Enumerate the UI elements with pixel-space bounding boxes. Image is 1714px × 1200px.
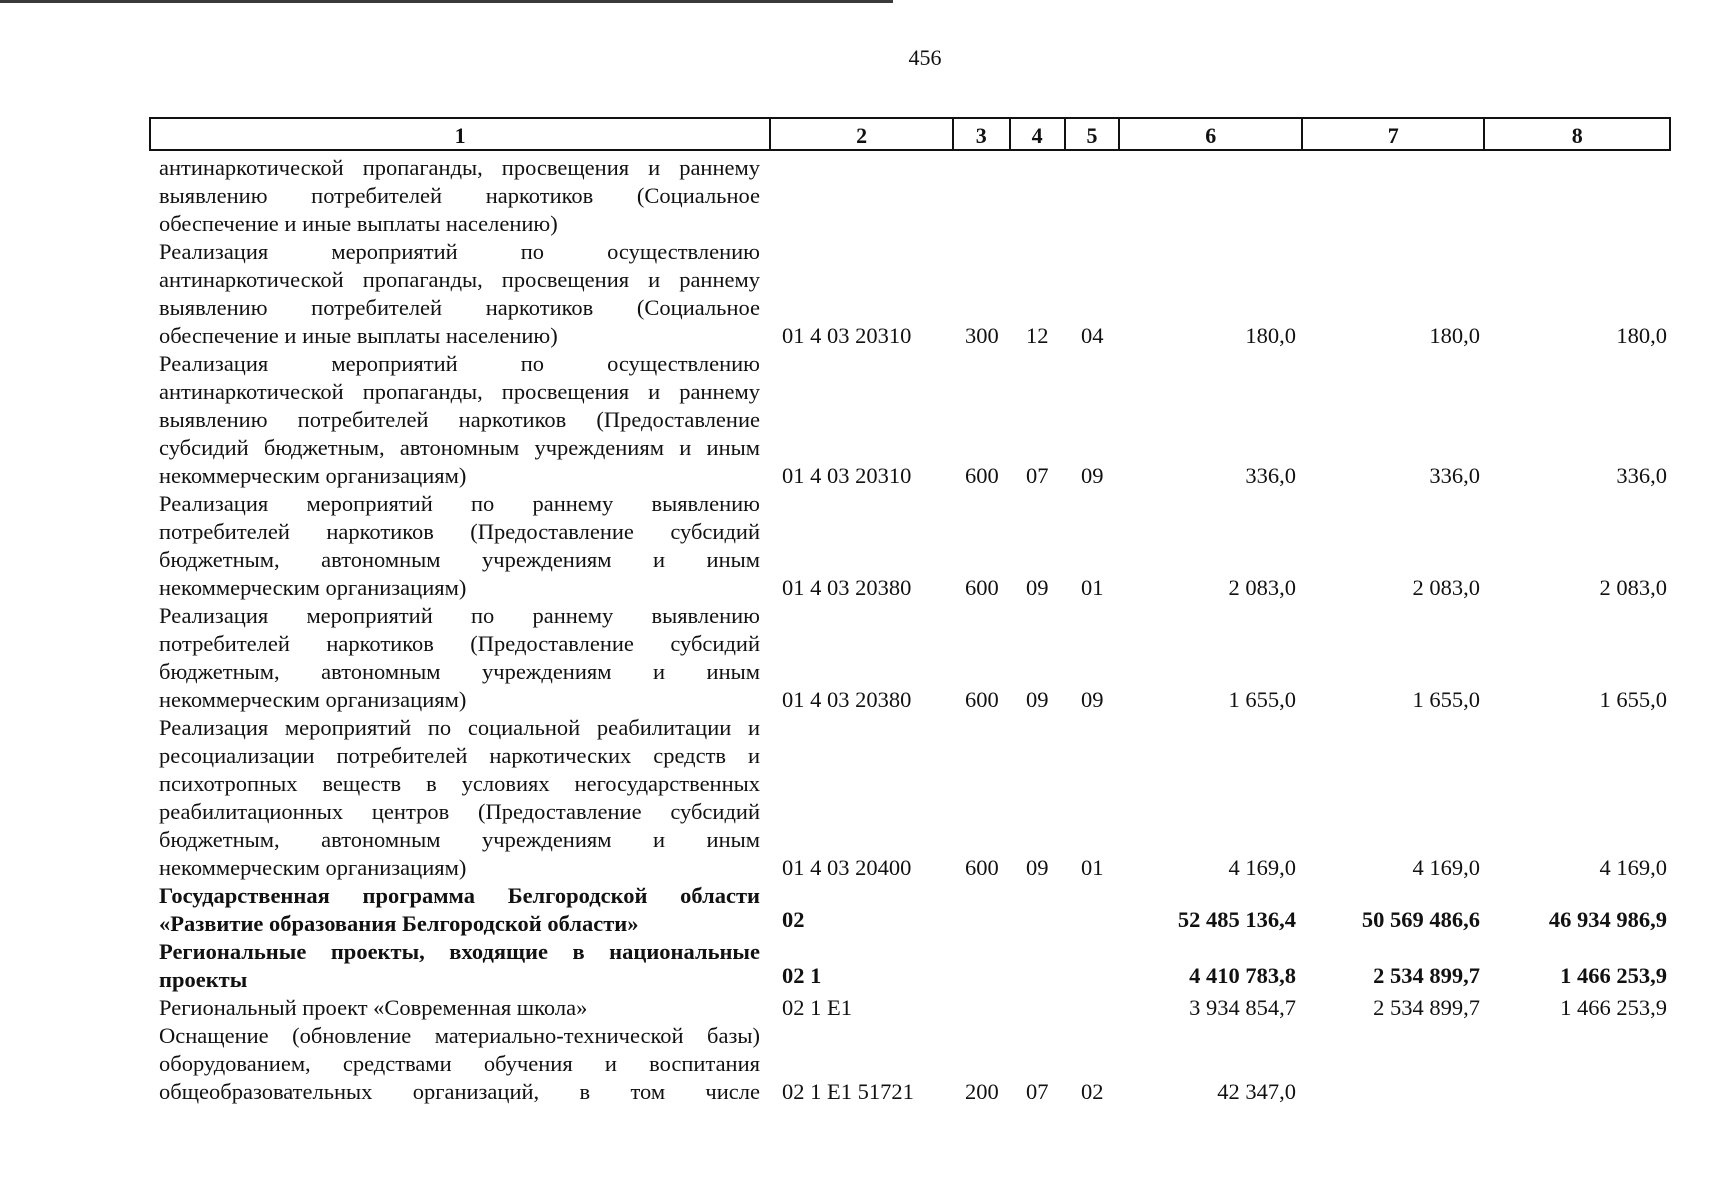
amount-col-8: 1 466 253,9 [1560, 995, 1667, 1020]
classification-code: 02 1 E1 [782, 995, 852, 1020]
amount-col-7: 336,0 [1429, 463, 1480, 488]
expense-type-code: 600 [965, 687, 999, 712]
classification-code: 02 1 E1 51721 [782, 1079, 914, 1104]
description-line: проекты [159, 967, 248, 992]
amount-col-6: 1 655,0 [1228, 687, 1296, 712]
amount-col-7: 2 534 899,7 [1373, 995, 1480, 1020]
subsection-code: 09 [1081, 687, 1104, 712]
description-line: общеобразовательных организаций, в том числе [159, 1079, 760, 1104]
amount-col-8: 2 083,0 [1599, 575, 1667, 600]
header-col-8: 8 [1571, 123, 1583, 148]
description-line: Оснащение (обновление материально-технической базы) [159, 1023, 760, 1048]
table-row [0, 938, 1714, 994]
description-line: некоммерческим организациям) [159, 687, 467, 712]
description-line: ресоциализации потребителей наркотических средств и [159, 743, 760, 768]
header-col-2: 2 [771, 119, 954, 149]
amount-col-8: 1 655,0 [1599, 687, 1667, 712]
page-number: 456 [908, 45, 942, 70]
expense-type-code: 600 [965, 575, 999, 600]
table-row [0, 714, 1714, 882]
amount-col-7: 50 569 486,6 [1361, 907, 1480, 932]
header-col-3: 3 [954, 119, 1011, 149]
row-description [159, 350, 760, 490]
description-line: антинаркотической пропаганды, просвещения и раннему [159, 155, 760, 180]
header-col-5: 5 [1066, 119, 1121, 149]
amount-col-6: 336,0 [1245, 463, 1296, 488]
amount-col-7: 180,0 [1429, 323, 1480, 348]
description-line: оборудованием, средствами обучения и воспитания [159, 1051, 760, 1076]
amount-col-7: 2 083,0 [1412, 575, 1480, 600]
classification-code: 01 4 03 20380 [782, 687, 912, 712]
row-description [159, 602, 760, 714]
expense-type-code: 600 [965, 855, 999, 880]
subsection-code: 02 [1081, 1079, 1104, 1104]
table-row [0, 238, 1714, 350]
header-col-7: 7 [1303, 119, 1486, 149]
description-line: психотропных веществ в условиях негосударственных [159, 771, 760, 796]
amount-col-8: 336,0 [1616, 463, 1667, 488]
amount-col-6: 2 083,0 [1228, 575, 1296, 600]
classification-code: 01 4 03 20380 [782, 575, 912, 600]
description-line: Реализация мероприятий по раннему выявлению [159, 491, 760, 516]
classification-code: 02 [782, 907, 805, 932]
table-row [0, 882, 1714, 938]
description-line: выявлению потребителей наркотиков (Социальное [159, 295, 760, 320]
description-line: потребителей наркотиков (Предоставление субсидий [159, 519, 760, 544]
description-line: выявлению потребителей наркотиков (Предоставление [159, 407, 760, 432]
subsection-code: 09 [1081, 463, 1104, 488]
description-line: обеспечение и иные выплаты населению) [159, 211, 558, 236]
description-line: Реализация мероприятий по социальной реабилитации и [159, 715, 760, 740]
description-line: Реализация мероприятий по осуществлению [159, 239, 760, 264]
row-description [159, 994, 760, 1022]
amount-col-8: 1 466 253,9 [1560, 963, 1667, 988]
row-description [159, 154, 760, 238]
amount-col-7: 4 169,0 [1412, 855, 1480, 880]
description-line: некоммерческим организациям) [159, 575, 467, 600]
classification-code: 02 1 [782, 963, 822, 988]
description-line: Государственная программа Белгородской области [159, 883, 760, 908]
description-line: обеспечение и иные выплаты населению) [159, 323, 558, 348]
table-row [0, 602, 1714, 714]
amount-col-8: 4 169,0 [1599, 855, 1667, 880]
description-line: некоммерческим организациям) [159, 463, 467, 488]
amount-col-7: 2 534 899,7 [1373, 963, 1480, 988]
subsection-code: 01 [1081, 855, 1104, 880]
table-row [0, 350, 1714, 490]
table-row [0, 994, 1714, 1022]
row-description [159, 238, 760, 350]
classification-code: 01 4 03 20400 [782, 855, 912, 880]
description-line: бюджетным, автономным учреждениям и иным [159, 827, 760, 852]
subsection-code: 04 [1081, 323, 1104, 348]
amount-col-7: 1 655,0 [1412, 687, 1480, 712]
description-line: Региональный проект «Современная школа» [159, 995, 588, 1020]
amount-col-6: 4 410 783,8 [1189, 963, 1296, 988]
section-code: 12 [1026, 323, 1049, 348]
description-line: Реализация мероприятий по осуществлению [159, 351, 760, 376]
description-line: потребителей наркотиков (Предоставление субсидий [159, 631, 760, 656]
row-description [159, 882, 760, 938]
table-row [0, 154, 1714, 238]
header-col-6: 6 [1120, 119, 1303, 149]
description-line: субсидий бюджетным, автономным учреждениям и иным [159, 435, 760, 460]
expense-type-code: 200 [965, 1079, 999, 1104]
row-description [159, 714, 760, 882]
description-line: бюджетным, автономным учреждениям и иным [159, 547, 760, 572]
amount-col-6: 4 169,0 [1228, 855, 1296, 880]
amount-col-8: 180,0 [1616, 323, 1667, 348]
description-line: антинаркотической пропаганды, просвещения и раннему [159, 379, 760, 404]
description-line: антинаркотической пропаганды, просвещения и раннему [159, 267, 760, 292]
table-row [0, 490, 1714, 602]
header-col-1: 1 [151, 119, 771, 149]
classification-code: 01 4 03 20310 [782, 323, 912, 348]
amount-col-8: 46 934 986,9 [1548, 907, 1667, 932]
amount-col-6: 42 347,0 [1217, 1079, 1296, 1104]
expense-type-code: 300 [965, 323, 999, 348]
description-line: выявлению потребителей наркотиков (Социальное [159, 183, 760, 208]
description-line: Региональные проекты, входящие в национальные [159, 939, 760, 964]
expense-type-code: 600 [965, 463, 999, 488]
header-col-4: 4 [1011, 119, 1066, 149]
section-code: 07 [1026, 1079, 1049, 1104]
description-line: некоммерческим организациям) [159, 855, 467, 880]
section-code: 09 [1026, 575, 1049, 600]
description-line: бюджетным, автономным учреждениям и иным [159, 659, 760, 684]
description-line: Реализация мероприятий по раннему выявлению [159, 603, 760, 628]
subsection-code: 01 [1081, 575, 1104, 600]
row-description [159, 490, 760, 602]
table-row [0, 1022, 1714, 1106]
row-description [159, 1022, 760, 1106]
section-code: 09 [1026, 687, 1049, 712]
description-line: реабилитационных центров (Предоставление субсидий [159, 799, 760, 824]
section-code: 09 [1026, 855, 1049, 880]
amount-col-6: 52 485 136,4 [1177, 907, 1296, 932]
amount-col-6: 180,0 [1245, 323, 1296, 348]
amount-col-6: 3 934 854,7 [1189, 995, 1296, 1020]
description-line: «Развитие образования Белгородской области» [159, 911, 639, 936]
row-description [159, 938, 760, 994]
section-code: 07 [1026, 463, 1049, 488]
classification-code: 01 4 03 20310 [782, 463, 912, 488]
